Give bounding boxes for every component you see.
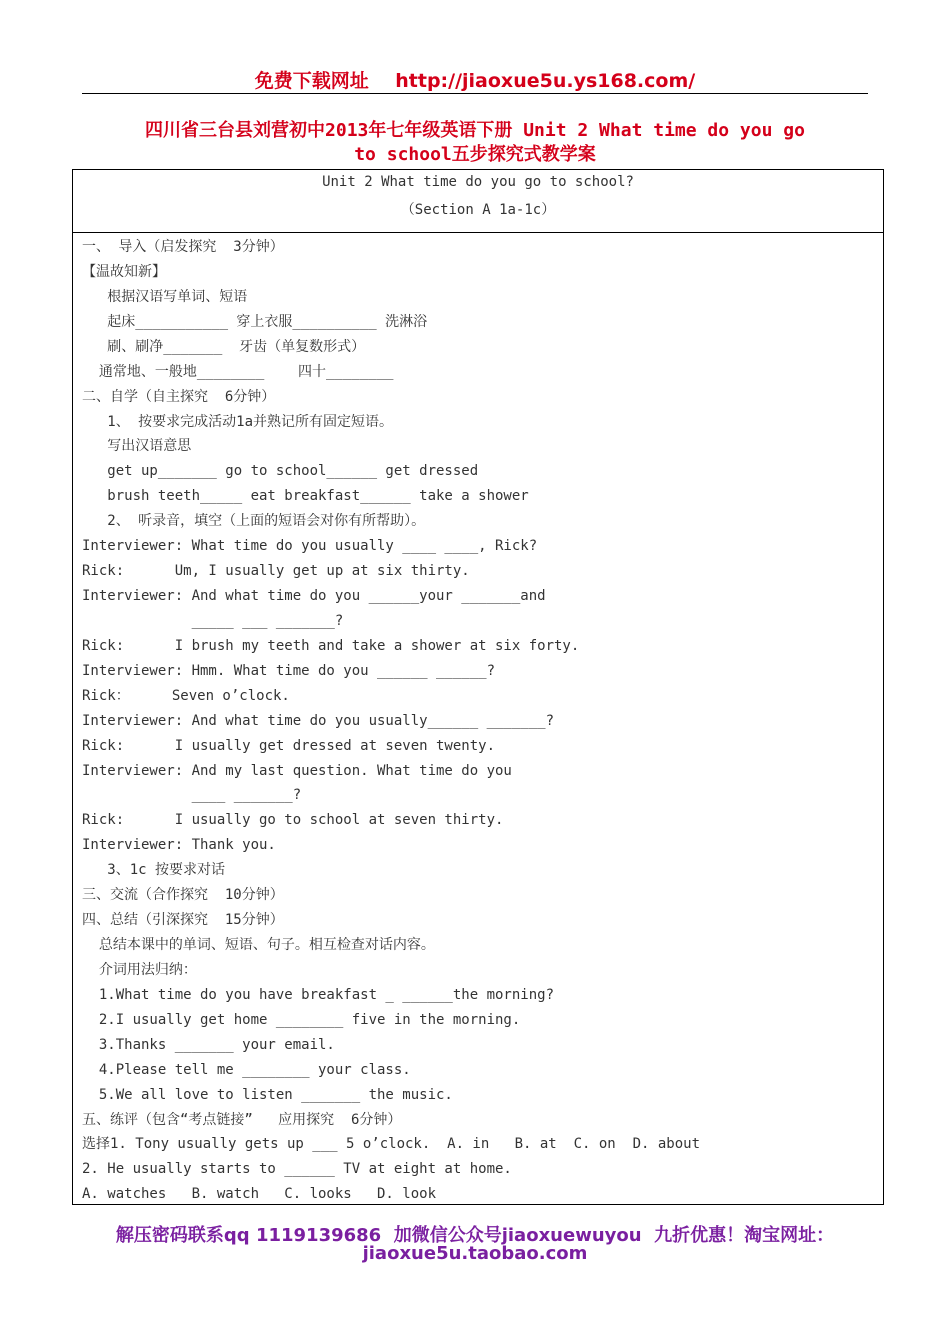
lesson-line: Rick: I brush my teeth and take a shower at six forty. [82,637,580,654]
lesson-line: 四、总结（引深探究 15分钟） [82,912,284,929]
lesson-line: 2.I usually get home ________ five in the morning. [82,1011,521,1028]
lesson-line: 4.Please tell me ________ your class. [82,1061,411,1078]
lesson-line: Interviewer: And what time do you ______your _______and [82,588,546,605]
lesson-line: 刷、刷净_______ 牙齿（单复数形式） [82,338,366,355]
lesson-line: 一、 导入（启发探究 3分钟） [82,239,284,255]
lesson-line: Interviewer: Thank you. [82,837,276,854]
lesson-line: brush teeth_____ eat breakfast______ take a shower [82,488,529,505]
header-rule [82,93,868,94]
lesson-line: 三、交流（合作探究 10分钟） [82,887,284,904]
lesson-line: 【温故知新】 [82,263,166,280]
unit-heading: Unit 2 What time do you go to school? [322,174,634,190]
lesson-line: 写出汉语意思 [82,438,192,455]
document-title [84,119,866,167]
lesson-line: 介词用法归纳： [82,961,197,978]
lesson-line: Rick： Seven o’clock. [82,687,290,704]
lesson-line: 1、 按要求完成活动1a并熟记所有固定短语。 [82,413,393,430]
lesson-line: Rick: I usually go to school at seven thirty. [82,812,504,829]
lesson-line: 3.Thanks _______ your email. [82,1036,335,1053]
lesson-line: Interviewer: And my last question. What time do you [82,762,512,779]
download-url-link[interactable]: http://jiaoxue5u.ys168.com/ [395,70,696,92]
lesson-line: 总结本课中的单词、短语、句子。相互检查对话内容。 [82,937,435,954]
lesson-line: 3、1c 按要求对话 [82,862,226,879]
lesson-line: Rick: I usually get dressed at seven twenty. [82,737,496,754]
footer-shop-link[interactable]: jiaoxue5u.taobao.com [362,1243,588,1264]
lesson-line: Interviewer: What time do you usually ____ ____, Rick? [82,538,538,555]
section-subheading: （Section A 1a-1c） [400,202,556,218]
lesson-line: 1.What time do you have breakfast _ ______the morning? [82,986,555,1003]
lesson-line: 2. He usually starts to ______ TV at eight at home. [82,1161,512,1178]
lesson-line: A. watches B. watch C. looks D. look [82,1186,437,1203]
lesson-line: 起床___________ 穿上衣服__________ 洗淋浴 [82,313,428,330]
download-header [0,66,950,93]
lesson-line: Interviewer: And what time do you usually______ _______? [82,712,555,729]
lesson-line: 2、 听录音，填空（上面的短语会对你有所帮助）。 [82,513,426,530]
lesson-line: 5.We all love to listen _______ the music. [82,1086,453,1103]
lesson-line: Interviewer: Hmm. What time do you ______ ______? [82,662,496,679]
lesson-line: 五、练评（包含“考点链接” 应用探究 6分钟） [82,1111,402,1128]
footer-contact: 解压密码联系qq 1119139686 加微信公众号jiaoxuewuyou 九折优惠！淘宝网址： [115,1225,835,1246]
lesson-line: ____ _______? [82,787,302,804]
table-divider [72,232,884,233]
lesson-line: 根据汉语写单词、短语 [82,288,248,305]
lesson-line: 选择1. Tony usually gets up ___ 5 o’clock. A. in B. at C. on D. about [82,1136,701,1153]
lesson-line: 通常地、一般地________ 四十________ [82,363,394,380]
title-line-1: 四川省三台县刘营初中2013年七年级英语下册 Unit 2 What time do you go [145,120,805,141]
lesson-line: Rick: Um, I usually get up at six thirty. [82,563,470,580]
lesson-line: 二、自学（自主探究 6分钟） [82,388,276,405]
free-download-label: 免费下载网址 [254,70,369,92]
title-line-2: to school五步探究式教学案 [354,144,596,165]
lesson-line: _____ ___ _______? [82,612,344,629]
lesson-line: get up_______ go to school______ get dressed [82,463,479,480]
